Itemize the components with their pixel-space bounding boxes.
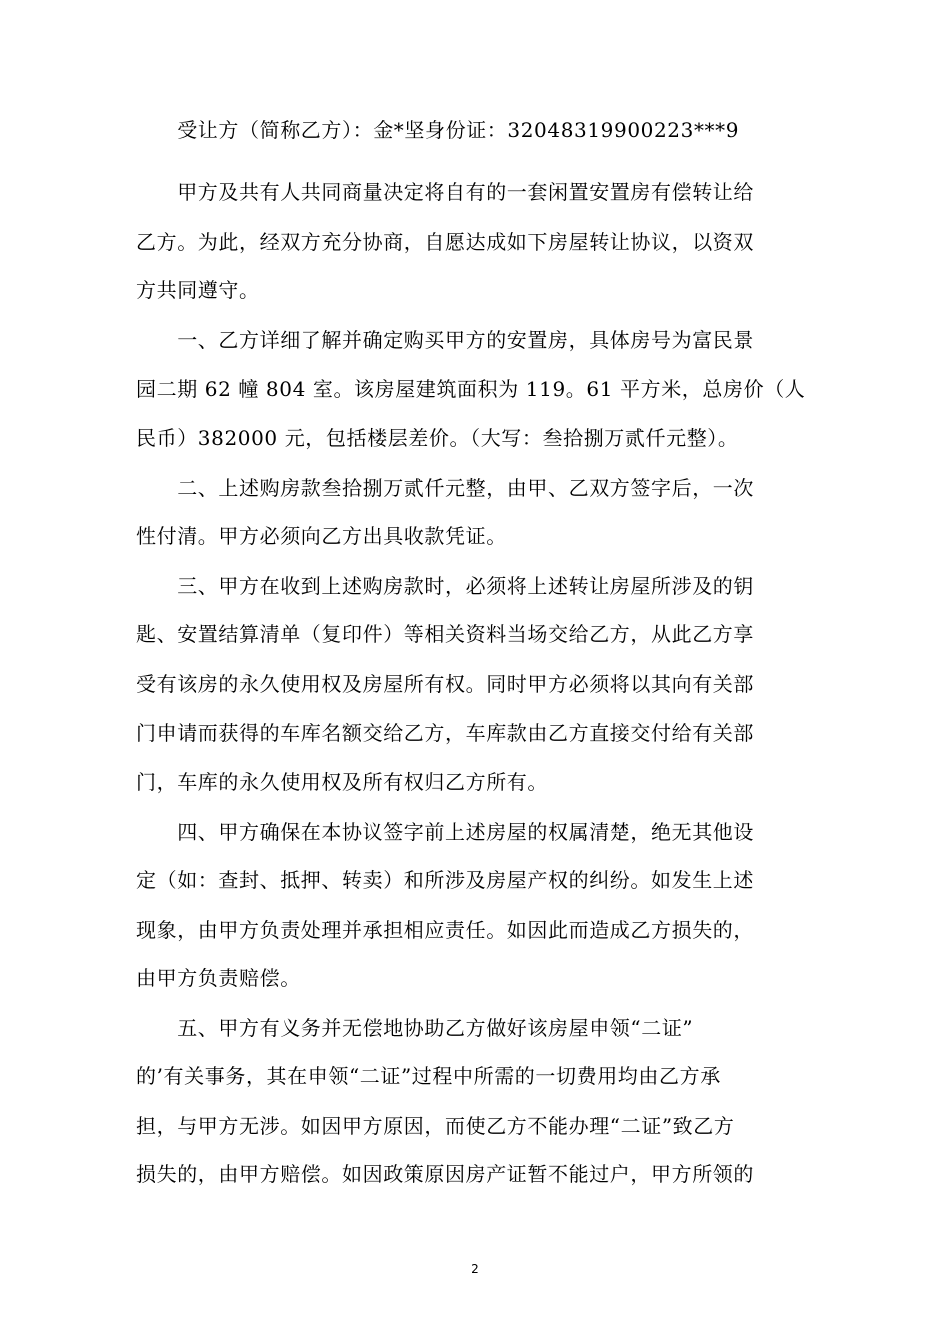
text-line: 现象，由甲方负责处理并承担相应责任。如因此而造成乙方损失的， xyxy=(136,918,754,942)
text-line: 二、上述购房款叁拾捌万贰仟元整，由甲、乙双方签字后，一次 xyxy=(136,476,754,500)
text-line: 一、乙方详细了解并确定购买甲方的安置房，具体房号为富民景 xyxy=(136,328,754,352)
text-line: 方共同遵守。 xyxy=(136,278,260,302)
text-line: 民币）382000 元，包括楼层差价。（大写：叁拾捌万贰仟元整）。 xyxy=(136,426,739,450)
text-line: 五、甲方有义务并无偿地协助乙方做好该房屋申领“二证” xyxy=(136,1016,694,1040)
text-line: 三、甲方在收到上述购房款时，必须将上述转让房屋所涉及的钥 xyxy=(136,574,754,598)
text-line: 门申请而获得的车库名额交给乙方，车库款由乙方直接交付给有关部 xyxy=(136,721,754,745)
text-line: 受让方（简称乙方）：金*坚身份证：32048319900223***9 xyxy=(136,118,740,142)
text-line: 四、甲方确保在本协议签字前上述房屋的权属清楚，绝无其他设 xyxy=(136,820,754,844)
text-line: 门，车库的永久使用权及所有权归乙方所有。 xyxy=(136,770,548,794)
text-line: 由甲方负责赔偿。 xyxy=(136,966,301,990)
text-line: 担，与甲方无涉。如因甲方原因，而使乙方不能办理“二证”致乙方 xyxy=(136,1114,735,1138)
text-line: 性付清。甲方必须向乙方出具收款凭证。 xyxy=(136,524,507,548)
text-line: 定（如：查封、抵押、转卖）和所涉及房屋产权的纠纷。如发生上述 xyxy=(136,868,754,892)
text-line: 的’有关事务，其在申领“二证”过程中所需的一切费用均由乙方承 xyxy=(136,1064,721,1088)
text-line: 受有该房的永久使用权及房屋所有权。同时甲方必须将以其向有关部 xyxy=(136,672,754,696)
text-line: 园二期 62 幢 804 室。该房屋建筑面积为 119。61 平方米，总房价（人 xyxy=(136,377,806,401)
text-line: 甲方及共有人共同商量决定将自有的一套闲置安置房有偿转让给 xyxy=(136,180,754,204)
text-line: 损失的，由甲方赔偿。如因政策原因房产证暂不能过户，甲方所领的 xyxy=(136,1162,754,1186)
page-number: 2 xyxy=(471,1262,479,1276)
text-line: 匙、安置结算清单（复印件）等相关资料当场交给乙方，从此乙方享 xyxy=(136,622,754,646)
text-line: 乙方。为此，经双方充分协商，自愿达成如下房屋转让协议，以资双 xyxy=(136,230,754,254)
